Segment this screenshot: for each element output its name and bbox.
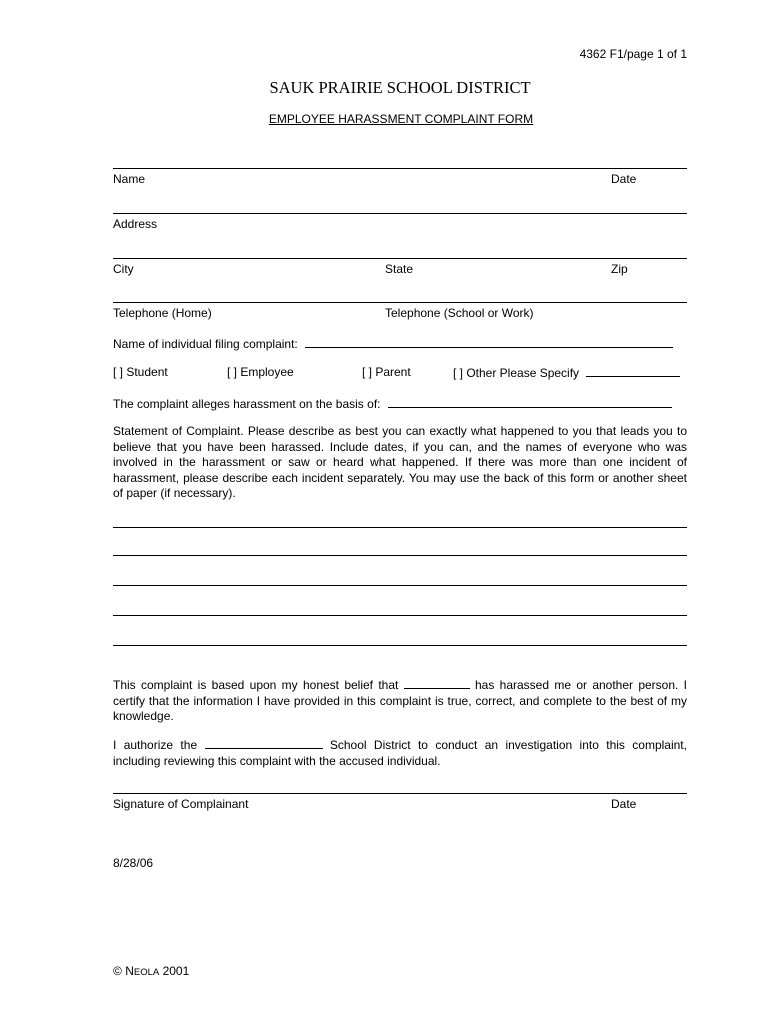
filer-row: [113, 336, 673, 351]
statement-line[interactable]: [113, 555, 687, 556]
telephone-line[interactable]: [113, 302, 687, 303]
authorization-text-start: I authorize the: [113, 738, 198, 752]
statement-line[interactable]: [113, 527, 687, 528]
name-date-line[interactable]: [113, 168, 687, 169]
accused-name-field[interactable]: [404, 677, 470, 689]
date-label: Date: [611, 172, 637, 186]
telephone-work-label: Telephone (School or Work): [385, 306, 534, 320]
role-other-row: [453, 365, 680, 380]
form-subtitle: EMPLOYEE HARASSMENT COMPLAINT FORM: [268, 112, 534, 126]
signature-label: Signature of Complainant: [113, 797, 249, 811]
role-parent-checkbox[interactable]: [ ] Parent: [362, 365, 411, 379]
telephone-home-label: Telephone (Home): [113, 306, 212, 320]
name-label: Name: [113, 172, 146, 186]
city-state-zip-line[interactable]: [113, 258, 687, 259]
revision-date: 8/28/06: [113, 856, 154, 870]
brand-rest: EOLA: [133, 967, 160, 978]
basis-field[interactable]: [388, 396, 672, 408]
statement-instructions: Statement of Complaint. Please describe as best you can exactly what happened to you that leads you to believe that you have been harassed. Include dates, if you can, and the names of everyone who was involved in the harassment or saw or heard what happened. If there was more than one incident of harassment, please describe each incident separately. You may use the back of this form or another sheet of paper (if necessary).: [113, 424, 687, 500]
filer-name-field[interactable]: [305, 336, 673, 348]
brand-initial: N: [125, 964, 134, 978]
statement-line[interactable]: [113, 615, 687, 616]
page-reference: 4362 F1/page 1 of 1: [579, 47, 687, 61]
certification-paragraph: [113, 677, 687, 725]
state-label: State: [385, 262, 414, 276]
city-label: City: [113, 262, 134, 276]
authorized-name-field[interactable]: [205, 737, 323, 749]
filer-label: Name of individual filing complaint:: [113, 337, 298, 351]
copyright-year: 2001: [162, 964, 190, 978]
role-employee-checkbox[interactable]: [ ] Employee: [227, 365, 294, 379]
role-other-checkbox[interactable]: [ ] Other Please Specify: [453, 366, 580, 380]
signature-line[interactable]: [113, 793, 687, 794]
role-student-checkbox[interactable]: [ ] Student: [113, 365, 168, 379]
basis-label: The complaint alleges harassment on the basis of:: [113, 397, 381, 411]
address-line[interactable]: [113, 213, 687, 214]
role-other-specify-field[interactable]: [586, 365, 680, 377]
page-title: SAUK PRAIRIE SCHOOL DISTRICT: [269, 78, 531, 97]
certification-text-start: This complaint is based upon my honest belief that: [113, 678, 399, 692]
authorization-paragraph: [113, 737, 687, 769]
address-label: Address: [113, 217, 158, 231]
copyright-footer: [113, 964, 189, 978]
statement-line[interactable]: [113, 645, 687, 646]
statement-line[interactable]: [113, 585, 687, 586]
authorization-text-end: School District to conduct an investigation into this complaint, including reviewing this complaint with the accused individual.: [113, 738, 687, 768]
copyright-icon: ©: [113, 964, 122, 978]
basis-row: [113, 396, 672, 411]
zip-label: Zip: [611, 262, 628, 276]
signature-date-label: Date: [611, 797, 637, 811]
certification-text-end: has harassed me or another person. I certify that the information I have provided in this complaint is true, correct, and complete to the best of my knowledge.: [113, 678, 688, 723]
